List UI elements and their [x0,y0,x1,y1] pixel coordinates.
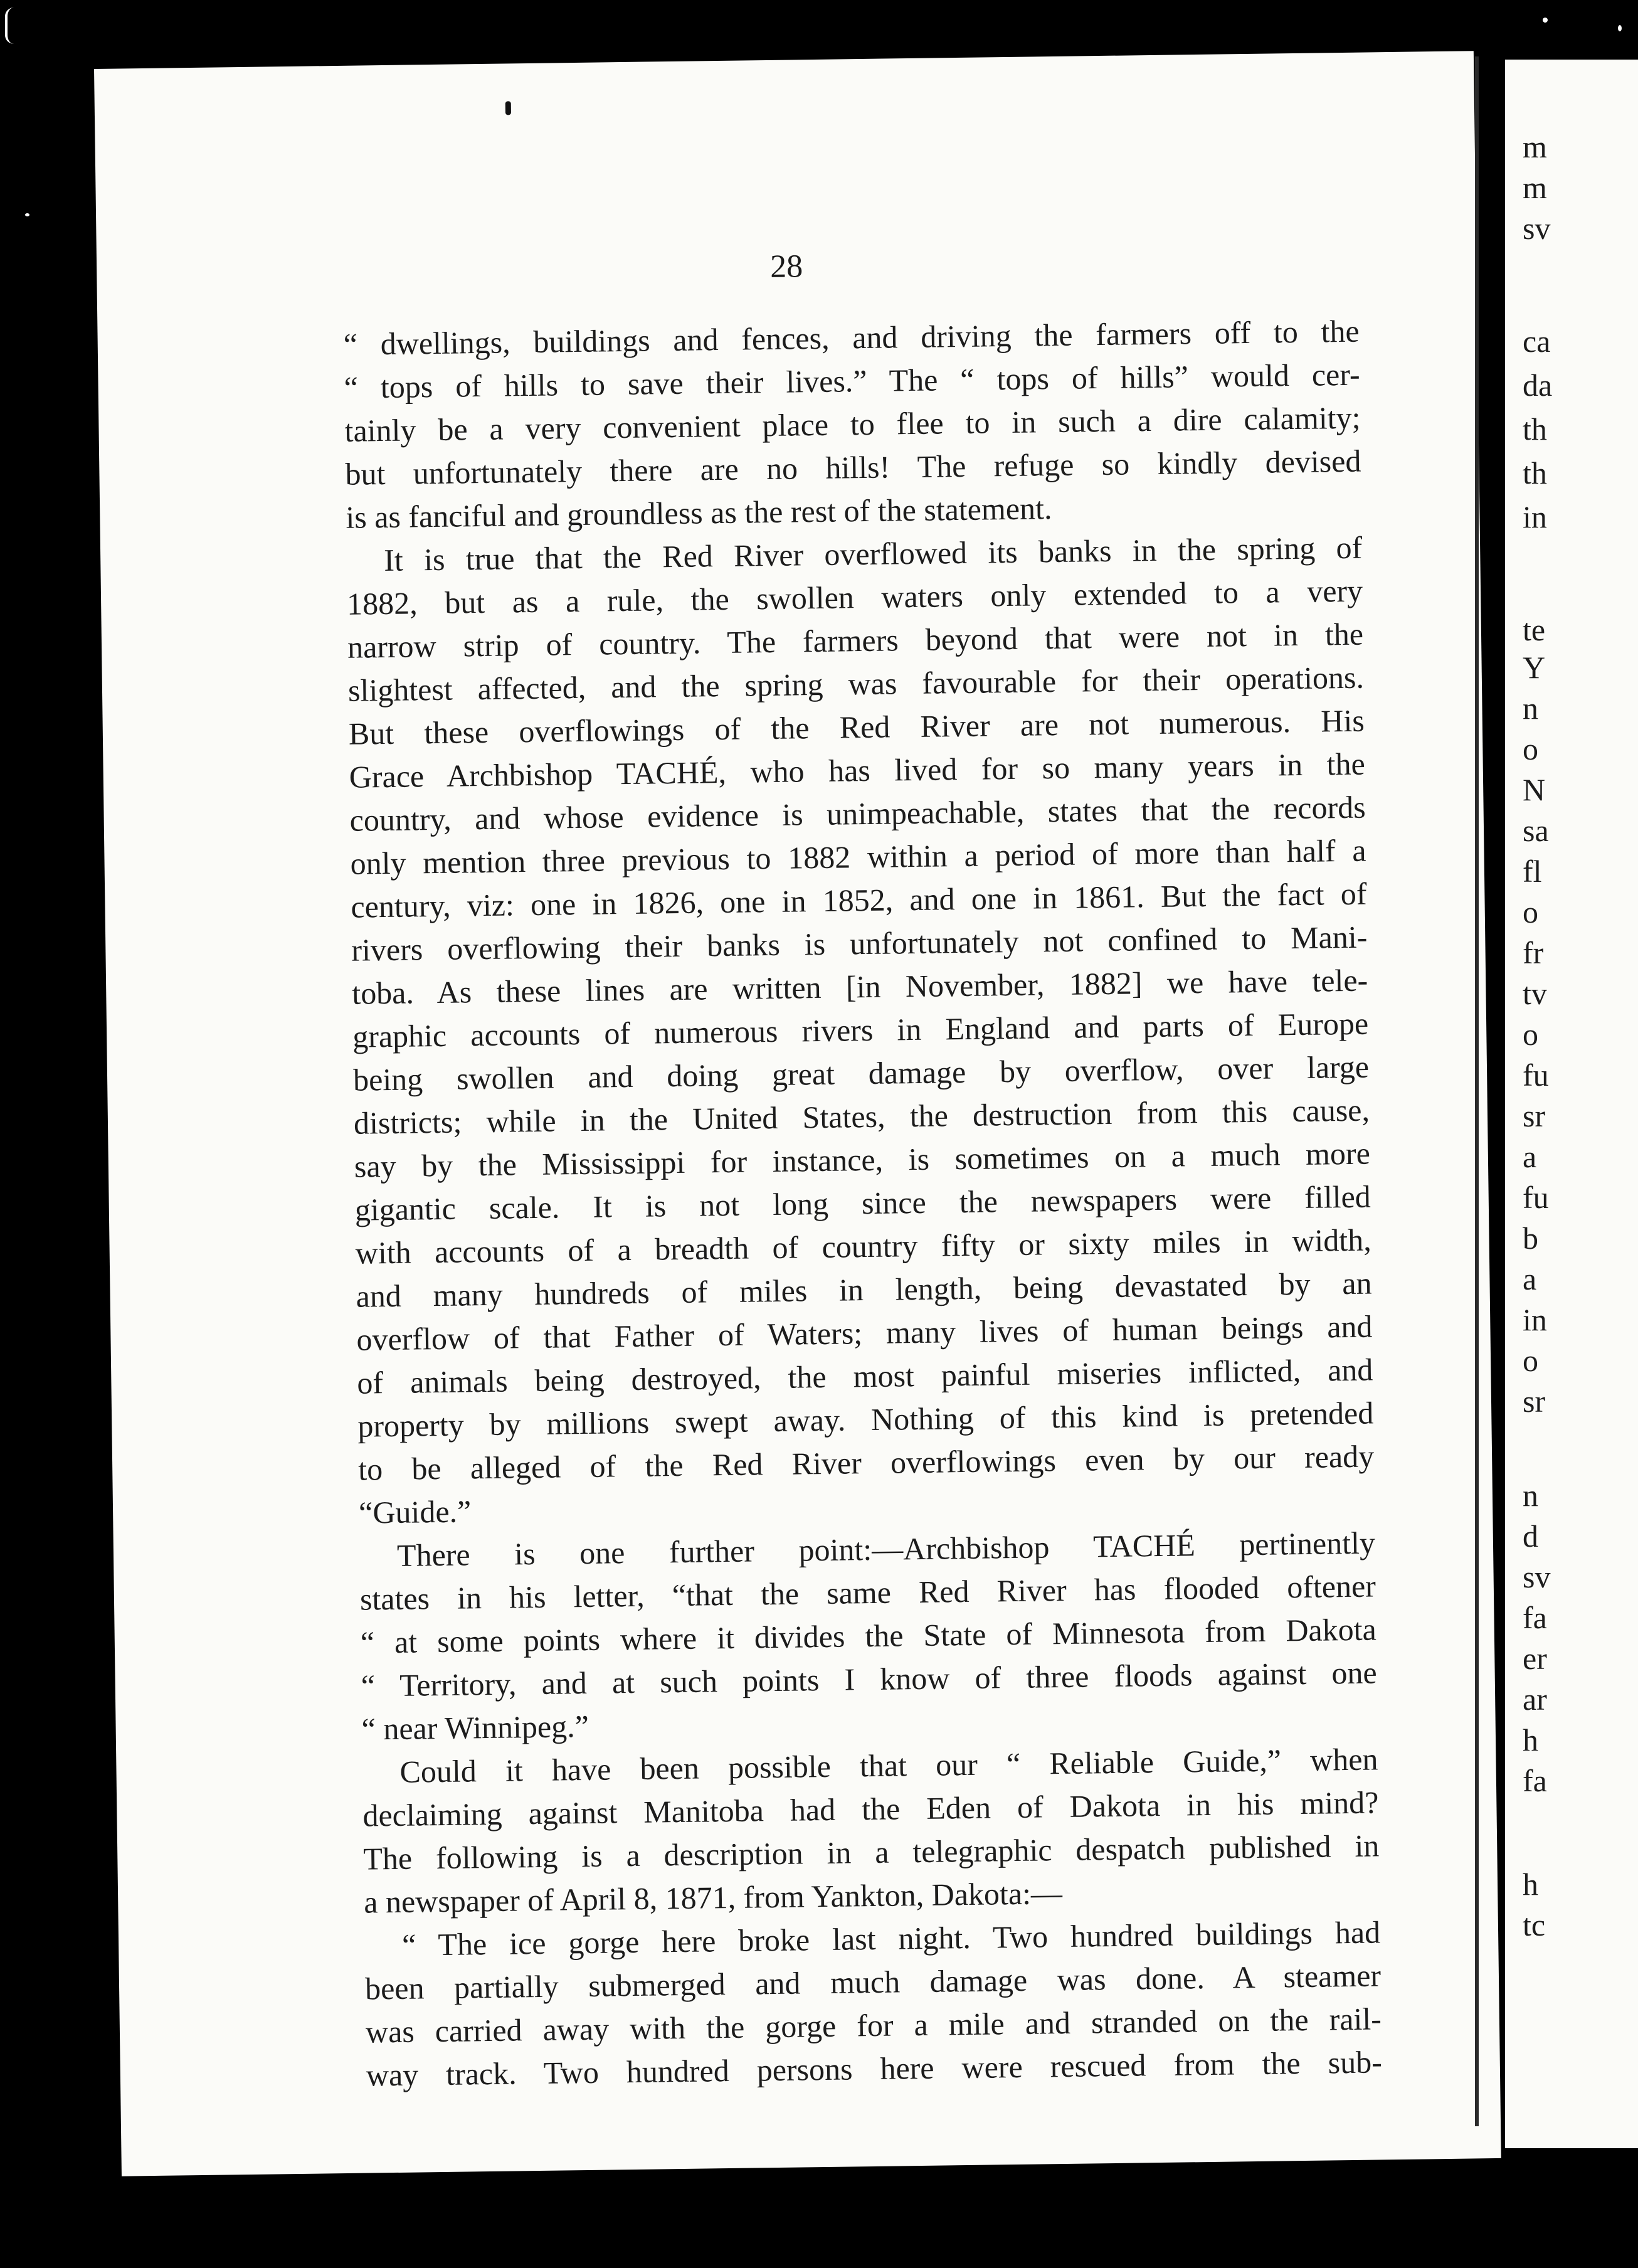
dust-speck [1618,25,1622,31]
text-line: property by millions swept away. Nothing of this kind is pretended [357,1395,1374,1444]
text-line: of animals being destroyed, the most painful miseries inflicted, and [357,1352,1373,1401]
edge-text-fragment: sr [1523,1098,1546,1133]
text-line: but unfortunately there are no hills! The refuge so kindly devised [345,443,1361,492]
right-page-text-fragments [1505,60,1638,2148]
text-line: and many hundreds of miles in length, being devastated by an [356,1265,1372,1314]
text-line: say by the Mississippi for instance, is sometimes on a much more [354,1135,1371,1184]
edge-text-fragment: sa [1523,813,1549,848]
edge-text-fragment: a [1523,1261,1537,1296]
right-page-edge [1505,60,1638,2148]
text-line: is as fanciful and groundless as the rest of the statement. [346,490,1052,535]
left-page [94,51,1501,2176]
edge-text-fragment: fl [1523,854,1542,889]
text-line: But these overflowings of the Red River are not numerous. His [348,702,1365,751]
edge-text-fragment: tv [1523,976,1547,1011]
text-line: with accounts of a breadth of country fifty or sixty miles in width, [355,1222,1371,1271]
page-gutter [1475,56,1479,2126]
text-line: “Guide.” [358,1493,472,1530]
edge-text-fragment: h [1523,1722,1538,1757]
edge-text-fragment: Y [1523,650,1546,685]
text-line: “ at some points where it divides the State of Minnesota from Dakota [360,1611,1377,1660]
text-line: being swollen and doing great damage by overflow, over large [352,1049,1370,1098]
edge-text-fragment: fu [1523,1180,1549,1215]
edge-text-fragment: fa [1523,1763,1547,1798]
edge-text-fragment: b [1523,1221,1538,1256]
edge-text-fragment: sv [1523,211,1551,246]
page-number: 28 [769,248,803,285]
edge-text-fragment: in [1523,499,1547,534]
text-line: gigantic scale. It is not long since the newspapers were filled [354,1179,1371,1227]
dust-speck [25,213,29,216]
edge-text-fragment: m [1523,129,1547,164]
text-line: The following is a description in a telegraphic despatch published in [363,1828,1380,1877]
edge-text-fragment: o [1523,731,1538,766]
text-line: “ near Winnipeg.” [361,1708,589,1747]
text-line: way track. Two hundred persons here were rescued from the sub- [366,2044,1383,2093]
text-line: There is one further point:—Archbishop TACHÉ pertinently [396,1525,1376,1573]
edge-text-fragment: a [1523,1139,1537,1174]
edge-text-fragment: fu [1523,1057,1549,1093]
edge-text-fragment: n [1523,691,1538,726]
text-line: Could it have been possible that our “ Reliable Guide,” when [399,1741,1378,1789]
ink-speck [505,101,511,115]
text-line: graphic accounts of numerous rivers in England and parts of Europe [352,1005,1369,1054]
edge-text-fragment: h [1523,1867,1538,1902]
edge-text-fragment: o [1523,1017,1538,1052]
edge-text-fragment: sv [1523,1559,1551,1594]
edge-text-fragment: in [1523,1302,1547,1337]
text-line: states in his letter, “that the same Red River has flooded oftener [359,1568,1376,1617]
text-line: “ The ice gorge here broke last night. Two hundred buildings had [401,1914,1381,1963]
edge-text-fragment: da [1523,368,1553,403]
edge-text-fragment: sr [1523,1384,1546,1419]
text-line: “ Territory, and at such points I know of three floods against one [361,1655,1378,1704]
edge-text-fragment: o [1523,894,1538,930]
edge-text-fragment: o [1523,1343,1538,1378]
text-line: rivers overflowing their banks is unfortunately not confined to Mani- [351,919,1368,968]
edge-text-fragment: th [1523,455,1547,490]
text-line: “ dwellings, buildings and fences, and driving the farmers off to the [343,313,1360,362]
text-line: narrow strip of country. The farmers beyond that were not in the [347,616,1364,665]
text-line: overflow of that Father of Waters; many lives of human beings and [356,1308,1373,1357]
edge-text-fragment: th [1523,411,1547,447]
edge-text-fragment: ca [1523,324,1551,359]
text-line: declaiming against Manitoba had the Eden of Dakota in his mind? [362,1784,1379,1833]
edge-text-fragment: N [1523,772,1546,807]
text-line: Grace Archbishop TACHÉ, who has lived for so many years in the [349,746,1366,795]
text-line: tainly be a very convenient place to flee to in such a dire calamity; [344,400,1361,448]
text-line: been partially submerged and much damage was done. A steamer [364,1958,1382,2006]
scan-artifact [5,8,14,44]
text-line: slightest affected, and the spring was favourable for their operations. [347,659,1365,708]
text-line: was carried away with the gorge for a mile and stranded on the rail- [365,2001,1382,2050]
edge-text-fragment: d [1523,1518,1538,1554]
edge-text-fragment: ar [1523,1682,1547,1717]
edge-text-fragment: fr [1523,935,1544,970]
text-line: to be alleged of the Red River overflowings even by our ready [357,1438,1375,1487]
text-line: It is true that the Red River overflowed its banks in the spring of [383,529,1363,578]
edge-text-fragment: n [1523,1478,1538,1513]
text-line: 1882, but as a rule, the swollen waters only extended to a very [346,573,1363,622]
text-line: toba. As these lines are written [in November, 1882] we have tele- [351,962,1368,1011]
text-line: “ tops of hills to save their lives.” The “ tops of hills” would cer- [344,356,1360,405]
text-line: a newspaper of April 8, 1871, from Yankton, Dakota:— [363,1875,1063,1920]
edge-text-fragment: te [1523,612,1546,647]
edge-text-fragment: m [1523,170,1547,205]
dust-speck [1543,18,1548,23]
edge-text-fragment: fa [1523,1600,1547,1635]
text-line: century, viz: one in 1826, one in 1852, and one in 1861. But the fact of [351,876,1367,925]
text-line: only mention three previous to 1882 within a period of more than half a [350,832,1366,881]
edge-text-fragment: tc [1523,1907,1546,1942]
text-line: country, and whose evidence is unimpeachable, states that the records [349,789,1366,838]
body-text [343,310,1382,2097]
text-line: districts; while in the United States, the destruction from this cause, [353,1092,1370,1141]
edge-text-fragment: er [1523,1641,1547,1676]
